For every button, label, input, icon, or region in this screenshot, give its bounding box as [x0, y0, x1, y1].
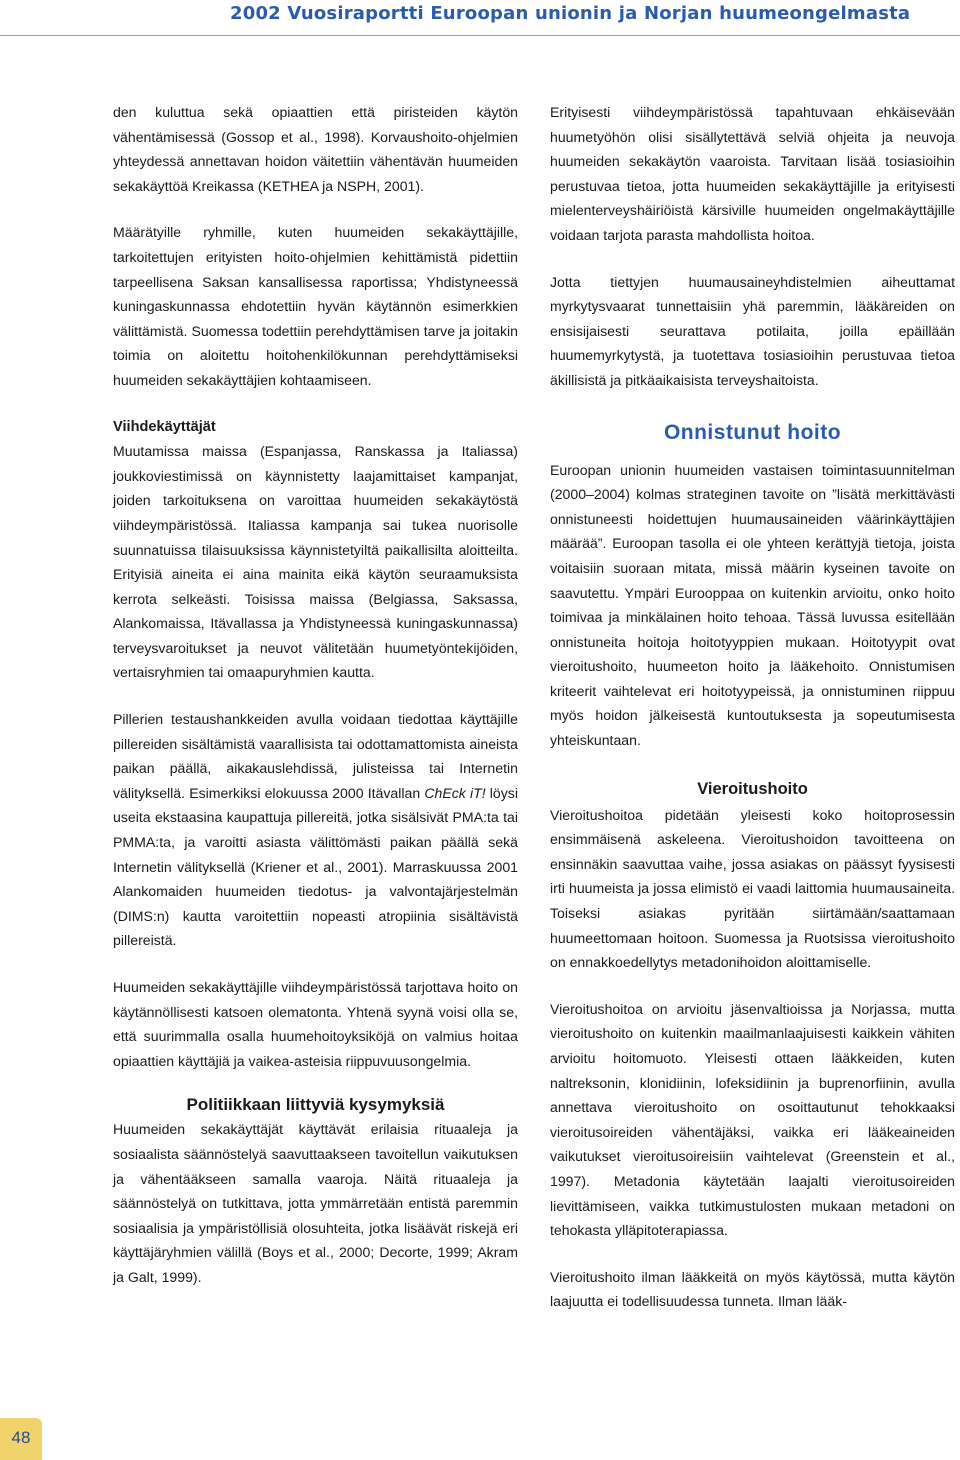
- subheading-viihdekayttajat: Viihdekäyttäjät: [113, 418, 216, 435]
- checkit-name: ChEck iT!: [424, 784, 486, 801]
- page-header: [0, 0, 960, 36]
- left-paragraph-1: den kuluttua sekä opiaattien että piristeiden käytön vähentämisessä (Gossop et al., 1998). Korvaushoito-ohjelmien yhteydessä annettavan hoidon väitettiin vähentävän huumeiden sekakäyttöä Kreikassa (KETHEA ja NSPH, 2001).: [113, 104, 518, 194]
- left-column: [113, 100, 518, 1290]
- left-paragraph-6: Huumeiden sekakäyttäjät käyttävät erilaisia rituaaleja ja sosiaalista säännöstelyä saavuttaakseen tavoitellun vaikutuksen ja vähentääkseen samalla vaaroja. Näitä rituaaleja ja säännöstelyä on tutkittava, jotta ymmärretään entistä paremmin sosiaalisia ja ympäristöllisiä olosuhteita, jotka lisäävät riskejä eri käyttäjäryhmien välillä (Boys et al., 2000; Decorte, 1999; Akram ja Galt, 1999).: [113, 1121, 518, 1285]
- heading-politiikka: Politiikkaan liittyviä kysymyksiä: [186, 1095, 445, 1115]
- right-paragraph-5: Vieroitushoitoa on arvioitu jäsenvaltioissa ja Norjassa, mutta vieroitushoito on kuitenkin maailmanlaajuisesti kaikkein vähiten arvioitu hoitomuoto. Yleisesti ottaen lääkkeiden, kuten naltreksonin, klonidiinin, lofeksidiinin ja buprenorfiinin, avulla annettava vieroitushoito on osoittautunut tehokkaaksi vieroitusoireiden vähentäjäksi, vaikka eri lääkeaineiden vaikutukset vieroitusoireisiin vaihtelevat (Greenstein et al., 1997). Metadonia käytetään laajalti vieroitusoireiden lievittämiseen, vaikka tutkimustulosten mukaan metadoni on tehokasta ylläpitoterapiassa.: [550, 1000, 955, 1239]
- left-paragraph-4-end: löysi useita ekstaasina kaupattuja pillereitä, jotka sisälsivät PMA:ta tai PMMA:ta, ja varoitti asiasta välittömästi paikan päällä sekä Internetin välityksellä (Kriener et al., 2001). Marraskuussa 2001 Alankomaiden huumeiden tiedotus- ja valvontajärjestelmän (DIMS:n) kautta varoitettiin nopeasti atropiinia sisältävistä pillereistä.: [113, 784, 518, 949]
- right-column: [550, 100, 955, 1314]
- right-paragraph-6: Vieroitushoito ilman lääkkeitä on myös käytössä, mutta käytön laajuutta ei todellisuudessa tunneta. Ilman lääk-: [550, 1268, 955, 1310]
- right-paragraph-2: Jotta tiettyjen huumausaineyhdistelmien aiheuttamat myrkytysvaarat tunnettaisiin yhä paremmin, lääkäreiden on ensisijaisesti seurattava potilaita, joilla epäillään huumemyrkytystä, ja tuotettava tosiasioihin perustuvaa tietoa äkillisistä ja pitkäaikaisista terveyshaitoista.: [550, 273, 955, 388]
- left-paragraph-2: Määrätyille ryhmille, kuten huumeiden sekakäyttäjille, tarkoitettujen erityisten hoito-ohjelmien kehittämistä pidettiin tarpeellisena Saksan kansallisessa raportissa; Yhdistyneessä kuningaskunnassa ehdotettiin hyvän käytännön esimerkkien välittämistä. Suomessa todettiin perehdyttämisen tarve ja joitakin toimia on aloitettu hoitohenkilökunnan perehdyttämiseksi huumeiden sekakäyttäjien kohtaamiseen.: [113, 224, 518, 388]
- right-paragraph-3: Euroopan unionin huumeiden vastaisen toimintasuunnitelman (2000–2004) kolmas strateginen tavoite on ”lisätä merkittävästi onnistuneesti hoidettujen huumausaineiden väärinkäyttäjien määrää”. Euroopan tasolla ei ole yhteen kerättyjä tietoja, joista voitaisiin suoraan mitata, missä määrin kyseinen tavoite on saavutettu. Ympäri Eurooppaa on kuitenkin arvioitu, onko hoito toimivaa ja minkälainen hoito tehoaa. Tässä luvussa esitellään onnistuneita hoitoja hoitotyyppien mukaan. Hoitotyypit ovat vieroitushoito, huumeeton hoito ja lääkehoito. Onnistumisen kriteerit vaihtelevat eri hoitotyypeissä, ja onnistuminen riippuu myös hoidon jälkeisestä kuntoutuksesta ja sopeutumisesta yhteiskuntaan.: [550, 461, 955, 749]
- heading-onnistunut-hoito: Onnistunut hoito: [663, 420, 842, 444]
- left-paragraph-4-start: Pillerien testaushankkeiden avulla voidaan tiedottaa käyttäjille pillereiden sisältämistä vaarallisista tai odottamattomista aineista paikan päällä, aikakauslehdissä, julisteissa tai Internetin välityksellä. Esimerkiksi elokuussa 2000 Itävallan: [113, 711, 518, 801]
- left-paragraph-5: Huumeiden sekakäyttäjille viihdeympäristössä tarjottava hoito on käytännöllisesti katsoen olematonta. Yhtenä syynä voisi olla se, että suurimmalla osalla huumehoitoyksiköjä on valmius hoitaa opiaattien käyttäjiä ja vaikea-asteisia riippuvuusongelmia.: [113, 979, 518, 1069]
- right-paragraph-1: Erityisesti viihdeympäristössä tapahtuvaan ehkäisevään huumetyöhön olisi sisällytettävä selviä ohjeita ja neuvoja huumeiden sekakäytön vaaroista. Tarvitaan lisää tosiasioihin perustuvaa tietoa, jotta huumeiden sekakäyttäjille ja erityisesti mielenterveyshäiriöistä kärsiville huumeiden ongelmakäyttäjille voidaan tarjota parasta mahdollista hoitoa.: [550, 104, 955, 243]
- header-title: 2002 Vuosiraportti Euroopan unionin ja Norjan huumeongelmasta: [230, 3, 911, 24]
- right-paragraph-4: Vieroitushoitoa pidetään yleisesti koko hoitoprosessin ensimmäisenä askeleena. Vieroitushoidon tavoitteena on ensinnäkin saavuttaa vaihe, jossa asiakas on päässyt fyysisesti irti huumeista ja jossa elimistö ei vaadi laittomia huumausaineita. Toiseksi asiakas pyritään siirtämään/saattamaan huumeettomaan hoitoon. Suomessa ja Ruotsissa vieroitushoito on ennakkoedellytys metadonihoidon aloittamiselle.: [550, 806, 955, 971]
- heading-vieroitushoito: Vieroitushoito: [697, 779, 808, 798]
- header-rule: [0, 35, 960, 36]
- left-paragraph-3: Muutamissa maissa (Espanjassa, Ranskassa ja Italiassa) joukkoviestimissä on käynnistetty laajamittaiset kampanjat, joiden tarkoituksena on varoittaa huumeiden sekakäytöstä viihdeympäristössä. Italiassa kampanja sai tukea nuorisolle suunnatuissa tilaisuuksissa käynnistetyiltä paikallisilta aloitteilta. Erityisiä aineita ei aina mainita eikä käytön seuraamuksista kerrota selkeästi. Toisissa maissa (Belgiassa, Saksassa, Alankomaissa, Itävallassa ja Yhdistyneessä kuningaskunnassa) terveysvaroitukset ja neuvot välitetään huumetyöntekijöiden, vertaisryhmien tai omaapuryhmien kautta.: [113, 443, 518, 681]
- left-paragraph-4: [113, 707, 518, 953]
- page-number: 48: [11, 1428, 31, 1447]
- page-number-badge: [0, 1418, 42, 1460]
